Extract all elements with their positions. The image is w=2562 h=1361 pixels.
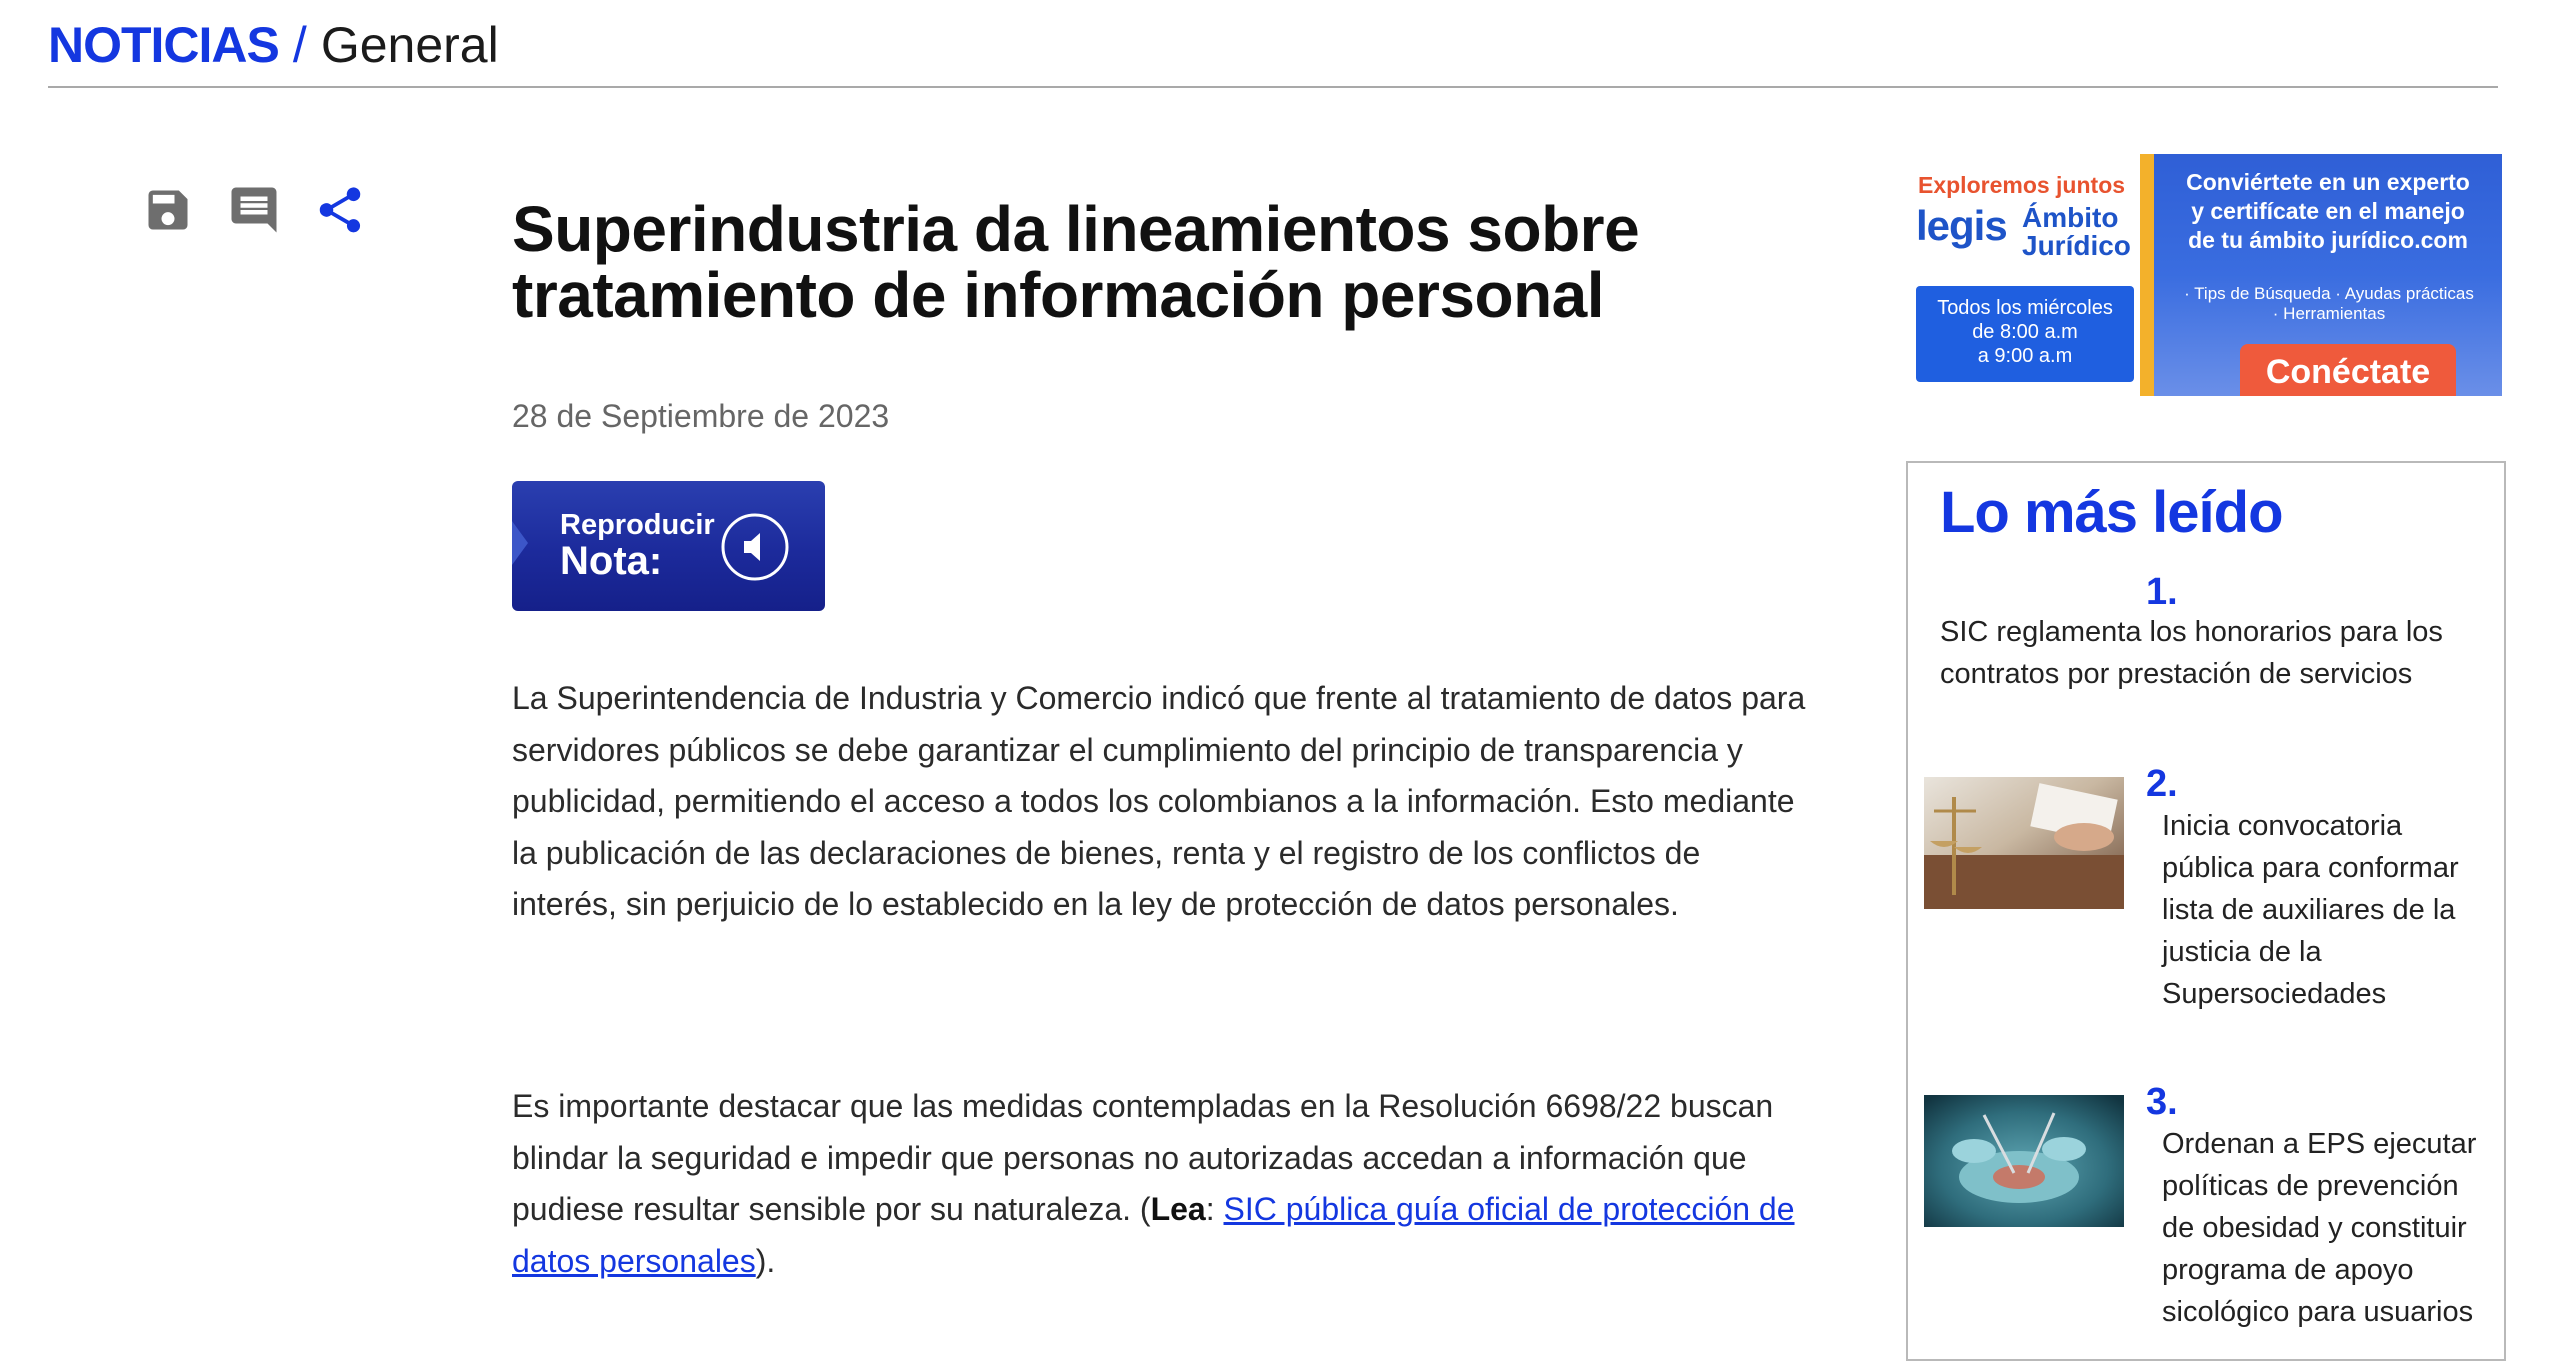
ad-headline: [2178, 168, 2478, 255]
most-read-panel: [1906, 461, 2506, 1361]
article-header: [512, 193, 1812, 331]
surgery-image: [1924, 1095, 2124, 1227]
read-also-label: Lea: [1150, 1191, 1206, 1227]
comment-icon[interactable]: [226, 180, 282, 240]
read-also-colon: :: [1205, 1191, 1224, 1227]
ad-brand-logo: legis: [1916, 202, 2007, 249]
ad-features-line1: · Tips de Búsqueda · Ayudas prácticas: [2184, 284, 2474, 303]
play-button-notch: [512, 521, 528, 565]
breadcrumb-section-link[interactable]: NOTICIAS: [48, 17, 279, 73]
paragraph-2-end: ).: [755, 1242, 776, 1279]
breadcrumb-current: General: [320, 17, 499, 73]
play-audio-button[interactable]: [512, 481, 825, 611]
article-tools: [140, 180, 368, 240]
ad-product-name: [2022, 204, 2131, 260]
most-read-item-1-link[interactable]: SIC reglamenta los honorarios para los contratos por prestación de servicios: [1940, 616, 2443, 690]
article-paragraph-1: La Superintendencia de Industria y Comercio indicó que frente al tratamiento de datos para servidores públicos se debe garantizar el cumplimiento del principio de transparencia y publicidad, permitiendo el acceso a todos los colombianos a la información. Esto mediante la publicación de las declaraciones de bienes, renta y el registro de los conflictos de interés, sin perjuicio de lo establecido en la ley de protección de datos personales.: [512, 680, 1806, 922]
most-read-item-3-link[interactable]: Ordenan a EPS ejecutar políticas de prevención de obesidad y constituir programa de apoyo sicológico para usuarios: [2162, 1128, 2477, 1328]
related-article-link[interactable]: SIC pública guía oficial de protección de datos personales: [512, 1191, 1795, 1279]
most-read-number-3: 3.: [2146, 1081, 2178, 1123]
ad-cta-button[interactable]: Conéctate: [2240, 344, 2456, 396]
ad-schedule-box: [1916, 286, 2134, 382]
most-read-number-1: 1.: [2146, 571, 2178, 613]
most-read-item-2-thumbnail[interactable]: [1924, 777, 2124, 909]
save-icon[interactable]: [140, 180, 196, 240]
article-paragraph-2: [512, 1081, 1812, 1287]
ad-headline-line1: Conviértete en un experto: [2186, 169, 2470, 195]
breadcrumb-separator: /: [292, 17, 307, 73]
play-label-line2: Nota:: [560, 539, 663, 583]
speaker-icon: [720, 512, 790, 582]
ad-features-line2: · Herramientas: [2272, 304, 2386, 323]
most-read-title: Lo más leído: [1940, 480, 2283, 545]
breadcrumb: [48, 10, 499, 80]
justice-scales-image: [1924, 777, 2124, 909]
ad-schedule-line2: de 8:00 a.m: [1972, 321, 2078, 343]
ad-headline-line3: de tu ámbito jurídico.com: [2188, 227, 2468, 253]
ad-tagline: Exploremos juntos: [1918, 172, 2126, 198]
share-icon[interactable]: [312, 180, 368, 240]
paragraph-2-text: Es importante destacar que las medidas contempladas en la Resolución 6698/22 buscan blindar la seguridad e impedir que personas no autorizadas accedan a información que pudiese resultar sensible por su naturaleza. (: [512, 1088, 1774, 1227]
ad-headline-line2: y certifícate en el manejo: [2191, 198, 2465, 224]
most-read-item-2-link[interactable]: Inicia convocatoria pública para conformar lista de auxiliares de la justicia de la Supersociedades: [2162, 810, 2459, 1010]
ad-schedule-line1: Todos los miércoles: [1937, 297, 2113, 319]
header-divider: [48, 86, 2498, 88]
article-date: 28 de Septiembre de 2023: [512, 398, 890, 434]
article-title: Superindustria da lineamientos sobre tratamiento de información personal: [512, 193, 1640, 331]
most-read-number-2: 2.: [2146, 763, 2178, 805]
ad-features: [2174, 284, 2484, 324]
ad-divider-strip: [2140, 154, 2154, 396]
ad-product-line1: Ámbito: [2022, 202, 2119, 233]
ad-product-line2: Jurídico: [2022, 230, 2131, 261]
play-label-line1: Reproducir: [560, 509, 715, 541]
most-read-item-3-thumbnail[interactable]: [1924, 1095, 2124, 1227]
ad-schedule-line3: a 9:00 a.m: [1977, 345, 2073, 367]
ad-banner[interactable]: [1912, 154, 2502, 396]
